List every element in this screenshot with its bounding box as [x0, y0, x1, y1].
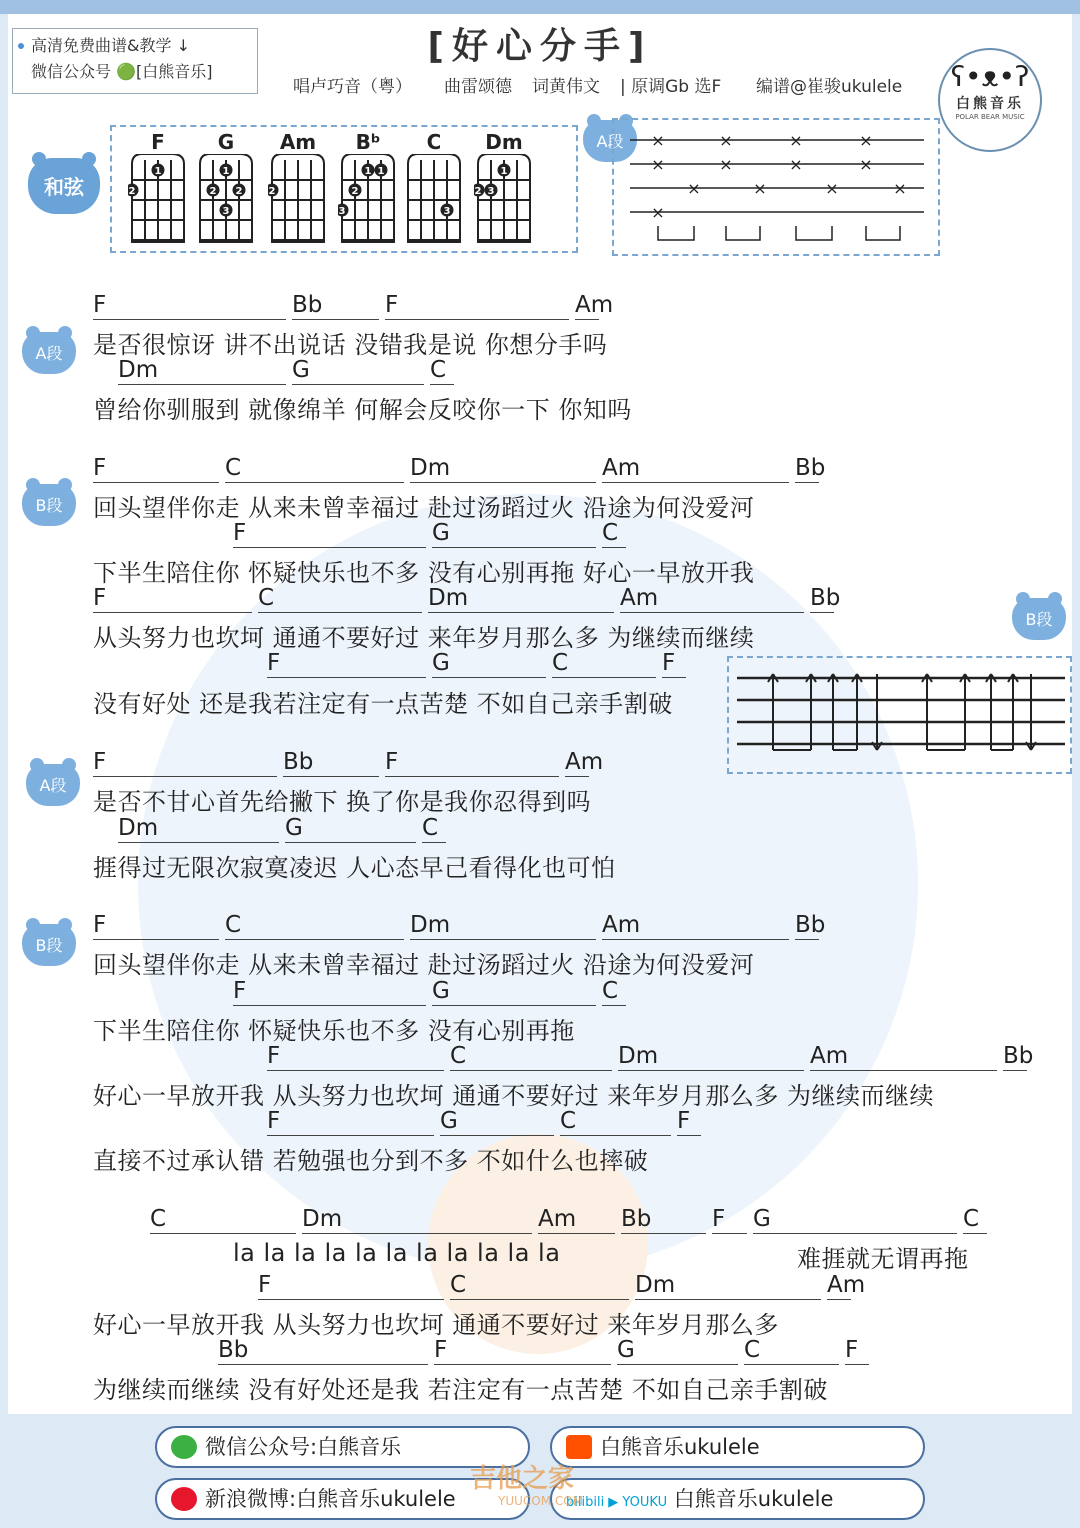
- svg-text:×: ×: [893, 179, 907, 198]
- chord-name: Dm: [485, 130, 523, 154]
- chord-marker: Dm: [302, 1206, 343, 1232]
- chord-underline: [267, 1070, 444, 1071]
- chord-underline: [635, 1299, 821, 1300]
- svg-text:3: 3: [487, 186, 495, 197]
- b-section-pattern-box: [727, 656, 1072, 774]
- svg-text:×: ×: [859, 131, 873, 150]
- chord-name: G: [217, 130, 235, 154]
- svg-text:1: 1: [222, 166, 230, 177]
- chord-marker: C: [744, 1337, 761, 1363]
- chord-marker: Bb: [621, 1206, 652, 1232]
- svg-text:×: ×: [719, 131, 733, 150]
- chord-underline: [440, 1135, 554, 1136]
- chord-marker: C: [450, 1043, 467, 1069]
- chord-marker: Dm: [618, 1043, 659, 1069]
- chord-underline: [795, 939, 819, 940]
- chord-underline: [450, 1299, 629, 1300]
- chord-fretboard: [128, 154, 188, 244]
- lyric-line: 直接不过承认错 若勉强也分到不多 不如什么也摔破: [93, 1147, 649, 1175]
- chord-underline: [302, 1233, 532, 1234]
- chord-underline: [258, 1299, 444, 1300]
- chord-marker: Am: [575, 292, 614, 318]
- lyric-line: 是否很惊讶 讲不出说话 没错我是说 你想分手吗: [93, 331, 608, 359]
- chord-marker: F: [385, 292, 399, 318]
- chord-underline: [292, 384, 424, 385]
- chord-underline: [430, 384, 454, 385]
- chord-underline: [617, 1364, 738, 1365]
- chords-badge: 和弦: [28, 158, 100, 214]
- chord-underline: [258, 612, 422, 613]
- chord-diagram: [404, 130, 464, 244]
- chord-marker: F: [93, 749, 107, 775]
- chord-marker: Dm: [428, 585, 469, 611]
- svg-text:2: 2: [351, 186, 359, 197]
- b-section-badge-pattern: B段: [1012, 598, 1066, 640]
- chord-fretboard: [338, 154, 398, 244]
- chord-marker: Bb: [292, 292, 323, 318]
- chord-underline: [422, 842, 446, 843]
- chord-marker: F: [267, 1108, 281, 1134]
- chord-marker: G: [432, 520, 450, 546]
- chord-underline: [602, 1005, 626, 1006]
- lyric-line: 为继续而继续 没有好处还是我 若注定有一点苦楚 不如自己亲手割破: [93, 1376, 828, 1404]
- b-section-badge-1: B段: [22, 484, 76, 526]
- chord-marker: Bb: [810, 585, 841, 611]
- chord-marker: F: [677, 1108, 691, 1134]
- lyric-line: 好心一早放开我 从头努力也坎坷 通通不要好过 来年岁月那么多: [93, 1311, 779, 1339]
- lyric-line: 下半生陪住你 怀疑快乐也不多 没有心别再拖: [93, 1017, 575, 1045]
- lyric-line: 回头望伴你走 从来未曾幸福过 赴过汤蹈过火 沿途为何没爱河: [93, 951, 755, 979]
- chord-underline: [150, 1233, 296, 1234]
- svg-text:×: ×: [651, 203, 665, 222]
- chord-marker: F: [712, 1206, 726, 1232]
- taobao-icon: [566, 1435, 592, 1459]
- chord-underline: [621, 1233, 706, 1234]
- svg-text:×: ×: [719, 155, 733, 174]
- chord-underline: [218, 1364, 428, 1365]
- chord-underline: [410, 482, 596, 483]
- promo-line-2: 微信公众号 🟢[白熊音乐]: [31, 62, 213, 81]
- chord-underline: [432, 547, 596, 548]
- chord-underline: [963, 1233, 987, 1234]
- chord-underline: [795, 482, 819, 483]
- chord-marker: Am: [620, 585, 659, 611]
- chord-underline: [602, 482, 789, 483]
- chord-marker: G: [440, 1108, 458, 1134]
- chord-underline: [620, 612, 804, 613]
- chord-name: F: [151, 130, 165, 154]
- lyric-line: 下半生陪住你 怀疑快乐也不多 没有心别再拖 好心一早放开我: [93, 559, 755, 587]
- svg-text:×: ×: [789, 131, 803, 150]
- chord-name: Am: [279, 130, 317, 154]
- promo-line-1: 高清免费曲谱&教学 ↓: [31, 36, 190, 55]
- svg-text:×: ×: [825, 179, 839, 198]
- chord-marker: Bb: [218, 1337, 249, 1363]
- chord-marker: C: [225, 912, 242, 938]
- chord-diagram: [338, 130, 398, 244]
- weibo-label: 新浪微博:白熊音乐ukulele: [205, 1487, 456, 1511]
- video-pill[interactable]: [550, 1478, 925, 1520]
- chord-marker: Bb: [283, 749, 314, 775]
- a-section-badge-2: A段: [26, 764, 80, 806]
- chord-marker: G: [285, 815, 303, 841]
- a-section-pattern-box: [612, 118, 940, 256]
- chord-marker: C: [450, 1272, 467, 1298]
- chord-underline: [753, 1233, 957, 1234]
- svg-text:3: 3: [222, 206, 230, 217]
- arranger-credit: 编谱@崔骏ukulele: [756, 77, 903, 97]
- b-section-strum-pattern: [729, 658, 1070, 772]
- chord-marker: G: [432, 650, 450, 676]
- chord-diagram: [474, 130, 534, 244]
- lala-lyric: la la la la la la la la la la la: [233, 1239, 561, 1267]
- wechat-icon: [171, 1435, 197, 1459]
- chord-marker: F: [267, 650, 281, 676]
- chord-underline: [1003, 1070, 1027, 1071]
- outro-lyric: 难捱就无谓再拖: [797, 1245, 969, 1273]
- svg-text:3: 3: [443, 206, 451, 217]
- chord-underline: [602, 547, 626, 548]
- song-title: [好心分手]: [427, 26, 653, 67]
- chord-diagram: [196, 130, 256, 244]
- taobao-pill[interactable]: [550, 1426, 925, 1468]
- svg-text:×: ×: [651, 155, 665, 174]
- chord-underline: [662, 677, 686, 678]
- chord-marker: Bb: [1003, 1043, 1034, 1069]
- chord-marker: F: [258, 1272, 272, 1298]
- key-credit: | 原调Gb 选F: [620, 77, 722, 97]
- chord-underline: [428, 612, 614, 613]
- chord-marker: G: [432, 978, 450, 1004]
- chord-marker: Bb: [795, 455, 826, 481]
- chord-marker: C: [258, 585, 275, 611]
- chord-marker: Am: [827, 1272, 866, 1298]
- chord-underline: [434, 1364, 611, 1365]
- chord-underline: [93, 939, 219, 940]
- chord-marker: Am: [538, 1206, 577, 1232]
- chord-underline: [283, 776, 379, 777]
- chord-underline: [575, 319, 599, 320]
- chord-underline: [810, 612, 834, 613]
- a-section-badge-top: A段: [583, 120, 637, 162]
- chord-underline: [560, 1135, 671, 1136]
- chord-marker: C: [602, 520, 619, 546]
- a-section-badge-1: A段: [22, 332, 76, 374]
- svg-text:1: 1: [364, 166, 372, 177]
- chord-name: C: [426, 130, 442, 154]
- chord-underline: [677, 1135, 701, 1136]
- svg-text:2: 2: [209, 186, 217, 197]
- chord-marker: Dm: [635, 1272, 676, 1298]
- chord-marker: F: [93, 455, 107, 481]
- watermark-text: 吉他之家: [470, 1464, 575, 1494]
- chord-underline: [267, 677, 426, 678]
- chord-underline: [602, 939, 789, 940]
- chord-marker: Am: [602, 912, 641, 938]
- weibo-icon: [171, 1487, 197, 1511]
- chord-underline: [744, 1364, 839, 1365]
- lyricist-credit: 词黄伟文: [532, 77, 600, 97]
- chord-marker: G: [617, 1337, 635, 1363]
- svg-text:2: 2: [474, 186, 482, 197]
- chord-diagram: [268, 130, 328, 244]
- wechat-label: 微信公众号:白熊音乐: [205, 1435, 402, 1459]
- chord-underline: [410, 939, 596, 940]
- bilibili-youku-icons: bilibili ▶ YOUKU: [566, 1495, 668, 1510]
- chord-marker: C: [150, 1206, 167, 1232]
- svg-text:3: 3: [338, 206, 346, 217]
- lyric-line: 是否不甘心首先给撇下 换了你是我你忍得到吗: [93, 788, 592, 816]
- chord-marker: C: [560, 1108, 577, 1134]
- svg-text:1: 1: [154, 166, 162, 177]
- lyric-line: 没有好处 还是我若注定有一点苦楚 不如自己亲手割破: [93, 690, 673, 718]
- logo-name: 白熊音乐: [956, 96, 1024, 112]
- chord-marker: G: [753, 1206, 771, 1232]
- chord-marker: F: [267, 1043, 281, 1069]
- chord-marker: Dm: [118, 357, 159, 383]
- chord-marker: F: [233, 978, 247, 1004]
- chord-underline: [93, 612, 252, 613]
- chord-marker: F: [233, 520, 247, 546]
- svg-text:2: 2: [235, 186, 243, 197]
- chord-underline: [552, 677, 656, 678]
- chord-marker: Am: [565, 749, 604, 775]
- a-section-tab-pattern: [614, 120, 938, 254]
- chord-underline: [538, 1233, 615, 1234]
- chord-marker: Dm: [410, 912, 451, 938]
- svg-text:×: ×: [687, 179, 701, 198]
- chord-marker: F: [662, 650, 676, 676]
- video-label: 白熊音乐ukulele: [673, 1487, 834, 1511]
- chord-underline: [450, 1070, 612, 1071]
- lyric-line: 回头望伴你走 从来未曾幸福过 赴过汤蹈过火 沿途为何没爱河: [93, 494, 755, 522]
- svg-text:×: ×: [789, 155, 803, 174]
- chord-marker: G: [292, 357, 310, 383]
- chord-fretboard: [404, 154, 464, 244]
- watermark-url: YUUCOM.COM: [498, 1494, 584, 1508]
- lyric-line: 好心一早放开我 从头努力也坎坷 通通不要好过 来年岁月那么多 为继续而继续: [93, 1082, 935, 1110]
- chord-marker: F: [93, 912, 107, 938]
- chord-name: Bᵇ: [355, 130, 381, 154]
- lyric-line: 从头努力也坎坷 通通不要好过 来年岁月那么多 为继续而继续: [93, 624, 755, 652]
- chord-marker: Am: [602, 455, 641, 481]
- chord-marker: F: [385, 749, 399, 775]
- chord-marker: C: [225, 455, 242, 481]
- chord-underline: [385, 319, 569, 320]
- chord-underline: [225, 939, 404, 940]
- taobao-label: 白熊音乐ukulele: [600, 1435, 760, 1459]
- chord-marker: Bb: [795, 912, 826, 938]
- lyric-line: 捱得过无限次寂寞凌迟 人心态早己看得化也可怕: [93, 854, 616, 882]
- chord-fretboard: [474, 154, 534, 244]
- chord-marker: Am: [810, 1043, 849, 1069]
- chord-underline: [845, 1364, 869, 1365]
- chord-marker: F: [434, 1337, 448, 1363]
- chord-underline: [233, 547, 426, 548]
- chord-marker: C: [422, 815, 439, 841]
- chord-underline: [827, 1299, 851, 1300]
- chord-marker: C: [552, 650, 569, 676]
- top-bar: [0, 0, 1080, 14]
- chord-marker: F: [845, 1337, 859, 1363]
- chord-marker: C: [602, 978, 619, 1004]
- chord-marker: Dm: [118, 815, 159, 841]
- chord-fretboard: [268, 154, 328, 244]
- chord-marker: C: [963, 1206, 980, 1232]
- chord-underline: [267, 1135, 434, 1136]
- chord-underline: [93, 482, 219, 483]
- lyric-line: 曾给你驯服到 就像绵羊 何解会反咬你一下 你知吗: [93, 396, 632, 424]
- logo-english: POLAR BEAR MUSIC: [955, 113, 1025, 121]
- chord-underline: [432, 1005, 596, 1006]
- chord-marker: F: [93, 585, 107, 611]
- bear-icon: ʕ•ᴥ•ʔ: [950, 60, 1030, 93]
- composer-credit: 曲雷颂德: [444, 77, 512, 97]
- polar-bear-logo: [938, 48, 1042, 152]
- chord-underline: [225, 482, 404, 483]
- chord-underline: [93, 319, 286, 320]
- chord-marker: C: [430, 357, 447, 383]
- chord-underline: [118, 842, 279, 843]
- chord-underline: [432, 677, 546, 678]
- chord-underline: [712, 1233, 747, 1234]
- chord-underline: [292, 319, 379, 320]
- chord-diagram: [128, 130, 188, 244]
- svg-text:×: ×: [651, 131, 665, 150]
- svg-text:×: ×: [753, 179, 767, 198]
- singer-credit: 唱卢巧音（粤）: [293, 77, 412, 97]
- chord-underline: [233, 1005, 426, 1006]
- chord-underline: [385, 776, 559, 777]
- chord-underline: [285, 842, 416, 843]
- svg-text:1: 1: [500, 166, 508, 177]
- chord-underline: [118, 384, 286, 385]
- svg-text:1: 1: [377, 166, 385, 177]
- chord-underline: [93, 776, 277, 777]
- svg-text:×: ×: [859, 155, 873, 174]
- chord-underline: [810, 1070, 997, 1071]
- b-section-badge-2: B段: [22, 924, 76, 966]
- chord-marker: Dm: [410, 455, 451, 481]
- chord-marker: F: [93, 292, 107, 318]
- chord-underline: [618, 1070, 804, 1071]
- svg-text:2: 2: [128, 186, 136, 197]
- chord-fretboard: [196, 154, 256, 244]
- chord-underline: [565, 776, 589, 777]
- svg-text:2: 2: [268, 186, 276, 197]
